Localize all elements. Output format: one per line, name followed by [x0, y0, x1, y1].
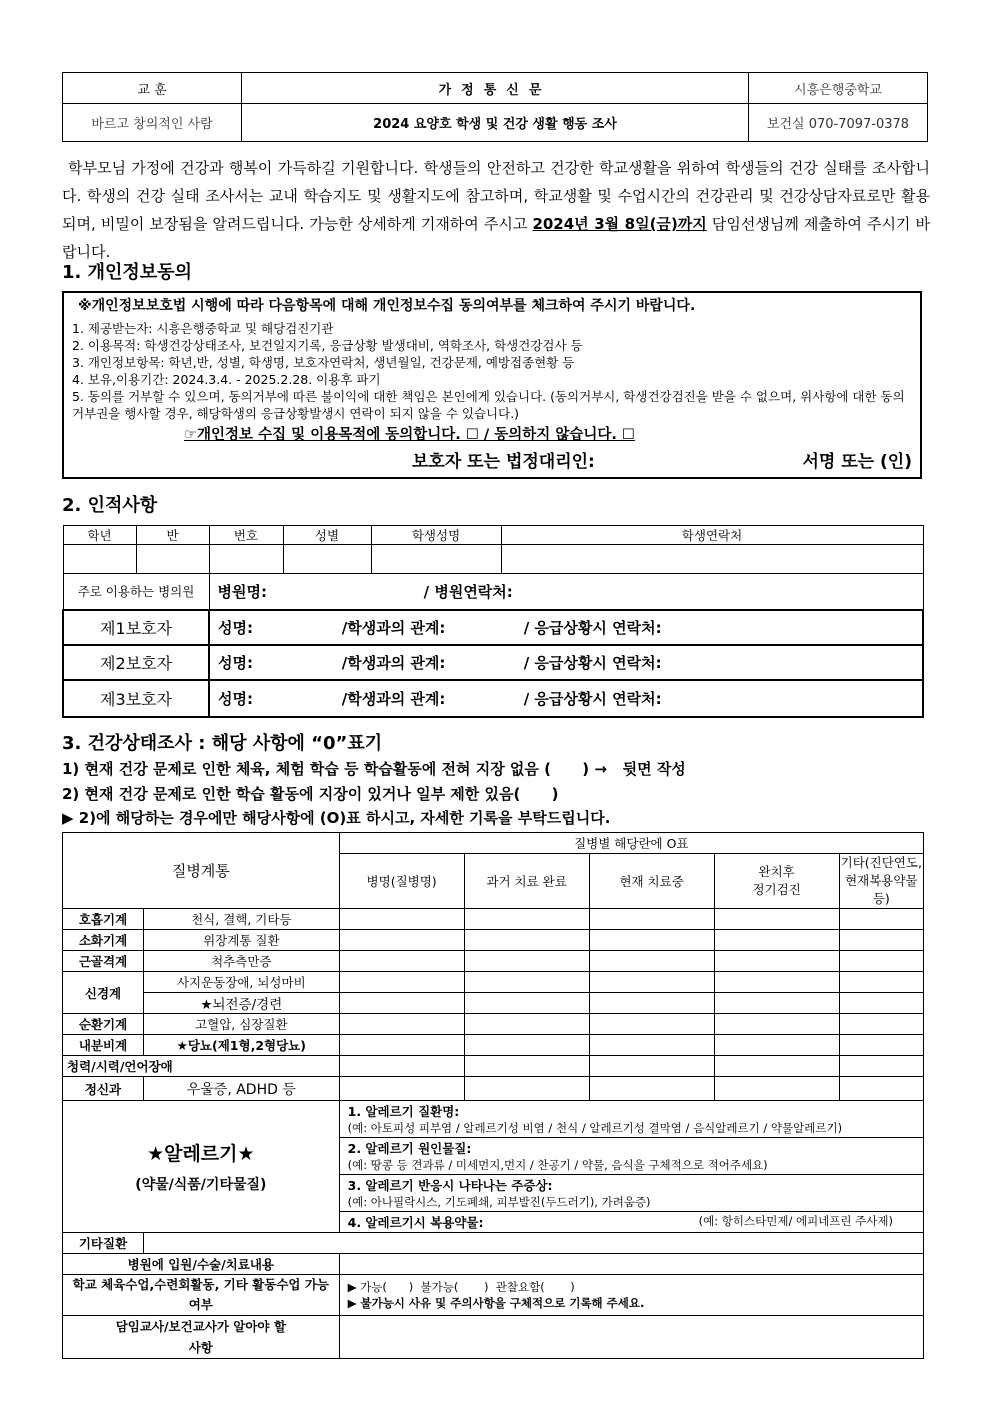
allergy-q2-field[interactable]: [339, 1138, 923, 1175]
guardian2-label: 제2보호자: [63, 645, 209, 680]
allergy-label: [63, 1101, 340, 1233]
hospital-label: 주로 이용하는 병의원: [63, 574, 209, 610]
allergy-q3: 3. 알레르기 반응시 나타나는 주증상:: [347, 1178, 553, 1193]
cell[interactable]: [839, 993, 923, 1014]
allergy-sub: (약물/식품/기타물질): [135, 1177, 267, 1193]
hospital-stay-label: 병원에 입원/수술/치료내용: [63, 1254, 340, 1275]
guardian1-field[interactable]: 성명: /학생과의 관계: / 응급상황시 연락처:: [209, 610, 923, 645]
doc-title: 가정통신문: [242, 73, 749, 104]
system-label: 소화기계: [63, 930, 144, 951]
consent-box: [62, 291, 922, 479]
hospital-field[interactable]: 병원명: / 병원연락처:: [209, 574, 923, 610]
cell[interactable]: [839, 1035, 923, 1056]
pe-options[interactable]: ▶ 가능( ) 불가능( ) 관찰요함( ): [347, 1280, 575, 1294]
col-disease-name: 병명(질병명): [339, 854, 464, 909]
consent-item: 2. 이용목적: 학생건강상태조사, 보건일지기록, 응급상황 발생대비, 역학조사, 학생건강검사 등: [72, 338, 583, 353]
col-checkup: 완치후 정기검진: [714, 854, 839, 909]
pe-activity-label: 학교 체육수업,수련회활동, 기타 활동수업 가능여부: [63, 1275, 340, 1316]
intro-tail: 담임선생님께 제출하여 주시기 바랍니다.: [62, 215, 930, 261]
col-grade: 학년: [63, 526, 136, 545]
health-option-2[interactable]: 2) 현재 건강 문제로 인한 학습 활동에 지장이 있거나 일부 제한 있음( ): [62, 785, 559, 803]
section1-heading: 1. 개인정보동의: [62, 262, 192, 283]
col-student-name: 학생성명: [371, 526, 501, 545]
allergy-q4-field[interactable]: [339, 1212, 923, 1233]
cell[interactable]: [339, 1077, 464, 1101]
col-past-treatment: 과거 치료 완료: [464, 854, 589, 909]
motto-label: 교 훈: [63, 73, 242, 104]
disease-label: 척추측만증: [144, 951, 340, 972]
cell[interactable]: [714, 909, 839, 930]
cell[interactable]: [339, 1014, 464, 1035]
allergy-q1-field[interactable]: [339, 1101, 923, 1138]
teacher-note-label: 담임교사/보건교사가 알아야 할 사항: [63, 1316, 340, 1359]
allergy-q1-example: (예: 아토피성 피부염 / 알레르기성 비염 / 천식 / 알레르기성 결막염 / 음식알레르기 / 약물알레르기): [347, 1121, 843, 1135]
col-class: 반: [136, 526, 209, 545]
health-table: [62, 832, 924, 1359]
cell[interactable]: [589, 1035, 714, 1056]
cell[interactable]: [714, 1035, 839, 1056]
health-option-1[interactable]: 1) 현재 건강 문제로 인한 체육, 체험 학습 등 학습활동에 전혀 지장 없음 ( ) → 뒷면 작성: [62, 760, 686, 778]
guardian-signature: [72, 447, 912, 472]
pe-instruction: ▶ 불가능시 사유 및 주의사항을 구체적으로 기록해 주세요.: [347, 1296, 645, 1310]
cell[interactable]: [714, 951, 839, 972]
system-label: 신경계: [63, 972, 144, 1014]
cell[interactable]: [464, 930, 589, 951]
cell[interactable]: [839, 1014, 923, 1035]
contact: 보건실 070-7097-0378: [749, 104, 928, 142]
system-label: 청력/시력/언어장애: [63, 1056, 340, 1077]
col-number: 번호: [209, 526, 283, 545]
cell[interactable]: [839, 951, 923, 972]
cell[interactable]: [464, 1056, 589, 1077]
consent-item: 4. 보유,이용기간: 2024.3.4. - 2025.2.28. 이용후 파기: [72, 372, 381, 387]
cell[interactable]: [589, 1077, 714, 1101]
consent-item: 3. 개인정보항목: 학년,반, 성별, 학생명, 보호자연락처, 생년월일, 건강문제, 예방접종현황 등: [72, 355, 575, 370]
disease-label: 고혈압, 심장질환: [144, 1014, 340, 1035]
cell[interactable]: [839, 972, 923, 993]
cell[interactable]: [589, 930, 714, 951]
other-disease-field[interactable]: [144, 1233, 924, 1254]
section2-heading: 2. 인적사항: [62, 495, 158, 516]
cell[interactable]: [589, 993, 714, 1014]
consent-notice: ※개인정보보호법 시행에 따라 다음항목에 대해 개인정보수집 동의여부를 체크하여 주시기 바랍니다.: [78, 298, 696, 314]
hospital-stay-field[interactable]: [339, 1254, 923, 1275]
header-table: [62, 72, 928, 142]
other-disease-label: 기타질환: [63, 1233, 144, 1254]
system-label: 내분비계: [63, 1035, 144, 1056]
cell[interactable]: [339, 1056, 464, 1077]
grade-field[interactable]: [63, 545, 136, 574]
col-student-phone: 학생연락처: [501, 526, 923, 545]
guardian3-field[interactable]: 성명: /학생과의 관계: / 응급상황시 연락처:: [209, 680, 923, 717]
student-phone-field[interactable]: [501, 545, 923, 574]
allergy-q3-field[interactable]: [339, 1175, 923, 1212]
consent-item: 1. 제공받는자: 시흥은행중학교 및 해당검진기관: [72, 321, 334, 336]
guardian3-label: 제3보호자: [63, 680, 209, 717]
gender-field[interactable]: [283, 545, 371, 574]
cell[interactable]: [839, 930, 923, 951]
col-other: 기타(진단연도, 현재복용약물 등): [839, 854, 923, 909]
motto: 바르고 창의적인 사람: [63, 104, 242, 142]
allergy-q1: 1. 알레르기 질환명:: [347, 1104, 460, 1119]
cell[interactable]: [714, 1077, 839, 1101]
guardian1-label: 제1보호자: [63, 610, 209, 645]
consent-agree-checkbox[interactable]: ☞개인정보 수집 및 이용목적에 동의합니다. ☐ / 동의하지 않습니다. ☐: [184, 427, 635, 443]
sign-label[interactable]: 서명 또는 (인): [802, 452, 912, 472]
cell[interactable]: [339, 930, 464, 951]
cell[interactable]: [464, 951, 589, 972]
col-gender: 성별: [283, 526, 371, 545]
student-name-field[interactable]: [371, 545, 501, 574]
cell[interactable]: [464, 1035, 589, 1056]
cell[interactable]: [589, 909, 714, 930]
cell[interactable]: [339, 972, 464, 993]
allergy-q2-example: (예: 땅콩 등 견과류 / 미세먼지,먼지 / 찬공기 / 약물, 음식을 구체적으로 적어주세요): [347, 1158, 768, 1172]
pe-activity-field[interactable]: [339, 1275, 923, 1316]
disease-label: ★뇌전증/경련: [144, 993, 340, 1014]
disease-label: 천식, 결핵, 기타등: [144, 909, 340, 930]
system-label: 순환기계: [63, 1014, 144, 1035]
guardian-label: 보호자 또는 법정대리인:: [412, 452, 595, 472]
cell[interactable]: [589, 1014, 714, 1035]
system-label: 정신과: [63, 1077, 144, 1101]
cell[interactable]: [464, 972, 589, 993]
cell[interactable]: [589, 1056, 714, 1077]
doc-subtitle: 2024 요양호 학생 및 건강 생활 행동 조사: [242, 104, 749, 142]
system-label: 근골격계: [63, 951, 144, 972]
section3-heading: 3. 건강상태조사 : 해당 사항에 “0”표기: [62, 733, 383, 754]
system-label: 호흡기계: [63, 909, 144, 930]
group-header: 질병계통: [63, 833, 340, 909]
teacher-note-field[interactable]: [339, 1316, 923, 1359]
cell[interactable]: [839, 1056, 923, 1077]
health-instruction: ▶ 2)에 해당하는 경우에만 해당사항에 (O)표 하시고, 자세한 기록을 부탁드립니다.: [62, 809, 611, 827]
col-current-treatment: 현재 치료중: [589, 854, 714, 909]
disease-label: 사지운동장애, 뇌성마비: [144, 972, 340, 993]
number-field[interactable]: [209, 545, 283, 574]
cell[interactable]: [714, 930, 839, 951]
cell[interactable]: [464, 993, 589, 1014]
disease-label: 우울증, ADHD 등: [144, 1077, 340, 1101]
cell[interactable]: [714, 993, 839, 1014]
intro-paragraph: [62, 154, 930, 266]
cell[interactable]: [464, 909, 589, 930]
consent-item: 5. 동의를 거부할 수 있으며, 동의거부에 따른 불이익에 대한 책임은 본인에게 있습니다. (동의거부시, 학생건강검진을 받을 수 없으며, 위사항에 대한 동의거부권을 행사할 경우, 해당학생의 응급상황발생시 연락이 되지 않을 수 있습니다.): [72, 389, 905, 421]
disease-label: ★당뇨(제1형,2형당뇨): [144, 1035, 340, 1056]
cell[interactable]: [339, 1035, 464, 1056]
cell[interactable]: [714, 1014, 839, 1035]
personal-info-table: [62, 525, 924, 718]
cell[interactable]: [339, 909, 464, 930]
cell[interactable]: [839, 1077, 923, 1101]
allergy-q3-example: (예: 아나필락시스, 기도폐쇄, 피부발진(두드러기), 가려움증): [347, 1195, 651, 1209]
cell[interactable]: [464, 1014, 589, 1035]
cell[interactable]: [589, 951, 714, 972]
allergy-q4-example: (예: 항히스타민제/ 에피네프린 주사제): [698, 1214, 893, 1228]
cell[interactable]: [339, 951, 464, 972]
cell[interactable]: [339, 993, 464, 1014]
allergy-q2: 2. 알레르기 원인물질:: [347, 1141, 472, 1156]
school-name: 시흥은행중학교: [749, 73, 928, 104]
cell[interactable]: [464, 1077, 589, 1101]
intro-text: 학부모님 가정에 건강과 행복이 가득하길 기원합니다. 학생들의 안전하고 건강한 학교생활을 위하여 학생들의 건강 실태를 조사합니다. 학생의 건강 실태 조사서는 교내 학습지도 및 생활지도에 참고하며, 학교생활 및 수업시간의 건강관리 및 건강상담자료로만 활용되며, 비밀이 보장됨을 알려드립니다. 가능한 상세하게 기재하여 주시고: [62, 159, 930, 233]
class-field[interactable]: [136, 545, 209, 574]
guardian2-field[interactable]: 성명: /학생과의 관계: / 응급상황시 연락처:: [209, 645, 923, 680]
span-header: 질병별 해당란에 O표: [339, 833, 923, 854]
cell[interactable]: [589, 972, 714, 993]
deadline: 2024년 3월 8일(금)까지: [532, 215, 707, 233]
cell[interactable]: [714, 1056, 839, 1077]
allergy-title: ★알레르기★: [147, 1143, 255, 1165]
allergy-q4: 4. 알레르기시 복용약물:: [347, 1215, 484, 1230]
disease-label: 위장계통 질환: [144, 930, 340, 951]
cell[interactable]: [714, 972, 839, 993]
cell[interactable]: [839, 909, 923, 930]
